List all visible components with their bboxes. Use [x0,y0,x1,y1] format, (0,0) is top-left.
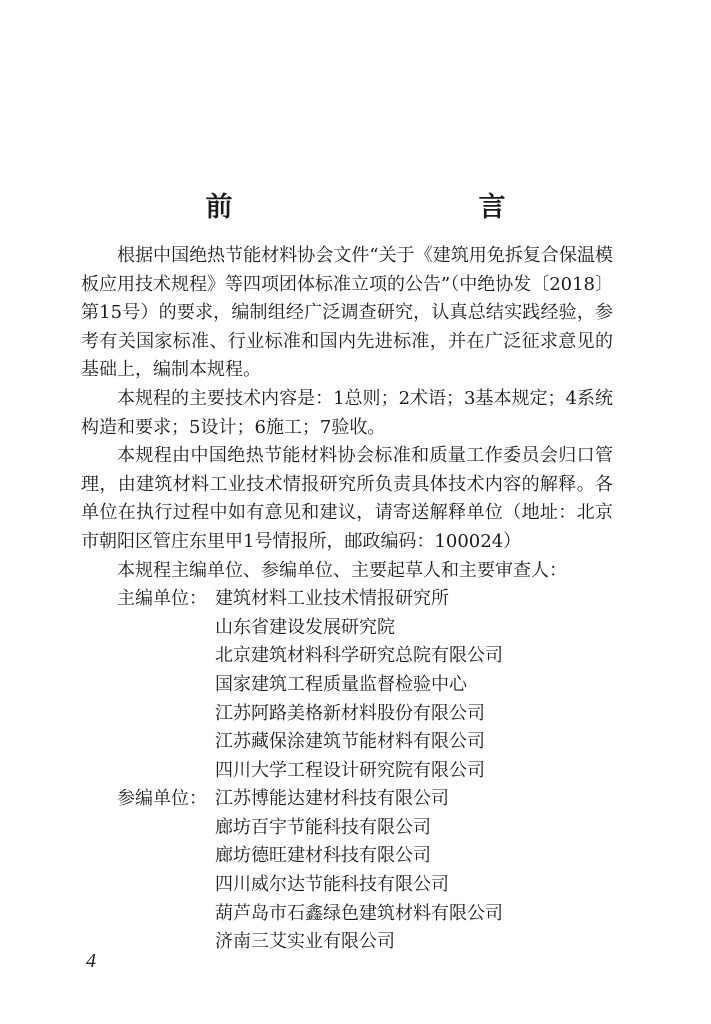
list-item: 建筑材料工业技术情报研究所 [215,588,449,610]
chief-units-row [117,585,613,785]
participating-units-label: 参编单位： [117,788,207,810]
list-item: 四川大学工程设计研究院有限公司 [215,759,485,781]
paragraph-units-intro: 本规程主编单位、参编单位、主要起草人和主要审查人： [117,559,567,581]
preface-body [81,242,613,957]
chief-units-list [215,585,503,785]
list-item: 山东省建设发展研究院 [215,616,395,638]
participating-units-list [215,785,503,957]
list-item: 四川威尔达节能科技有限公司 [215,874,449,896]
list-item: 廊坊德旺建材科技有限公司 [215,845,431,867]
list-item: 江苏藏保涂建筑节能材料有限公司 [215,731,485,753]
chief-units-label: 主编单位： [117,588,207,610]
list-item: 葫芦岛市石鑫绿色建筑材料有限公司 [215,902,503,924]
list-item: 江苏博能达建材科技有限公司 [215,788,449,810]
list-item: 国家建筑工程质量监督检验中心 [215,673,467,695]
chief-units-block [81,585,613,785]
paragraph-project-basis: 根据中国绝热节能材料协会文件“关于《建筑用免拆复合保温模板应用技术规程》等四项团体标准立项的公告”（中绝协发〔2018〕第15号）的要求，编制组经广泛调查研究，认真总结实践经验，参考有关国家标准、行业标准和国内先进标准，并在广泛征求意见的基础上，编制本规程。 [81,245,614,381]
participating-units-block [81,785,613,957]
list-item: 廊坊百宇节能科技有限公司 [215,816,431,838]
page-title: 前 言 [205,192,570,224]
paragraph-management: 本规程由中国绝热节能材料协会标准和质量工作委员会归口管理，由建筑材料工业技术情报研究所负责具体技术内容的解释。各单位在执行过程中如有意见和建议，请寄送解释单位（地址：北京市朝阳区管庄东里甲1号情报所，邮政编码：100024） [81,445,613,552]
paragraph-technical-contents: 本规程的主要技术内容是：1总则；2术语；3基本规定；4系统构造和要求；5设计；6施工；7验收。 [81,387,613,438]
list-item: 江苏阿路美格新材料股份有限公司 [215,702,485,724]
list-item: 北京建筑材料科学研究总院有限公司 [215,645,503,667]
list-item: 济南三艾实业有限公司 [215,931,395,953]
page-number: 4 [86,950,96,972]
participating-units-row [117,785,613,957]
